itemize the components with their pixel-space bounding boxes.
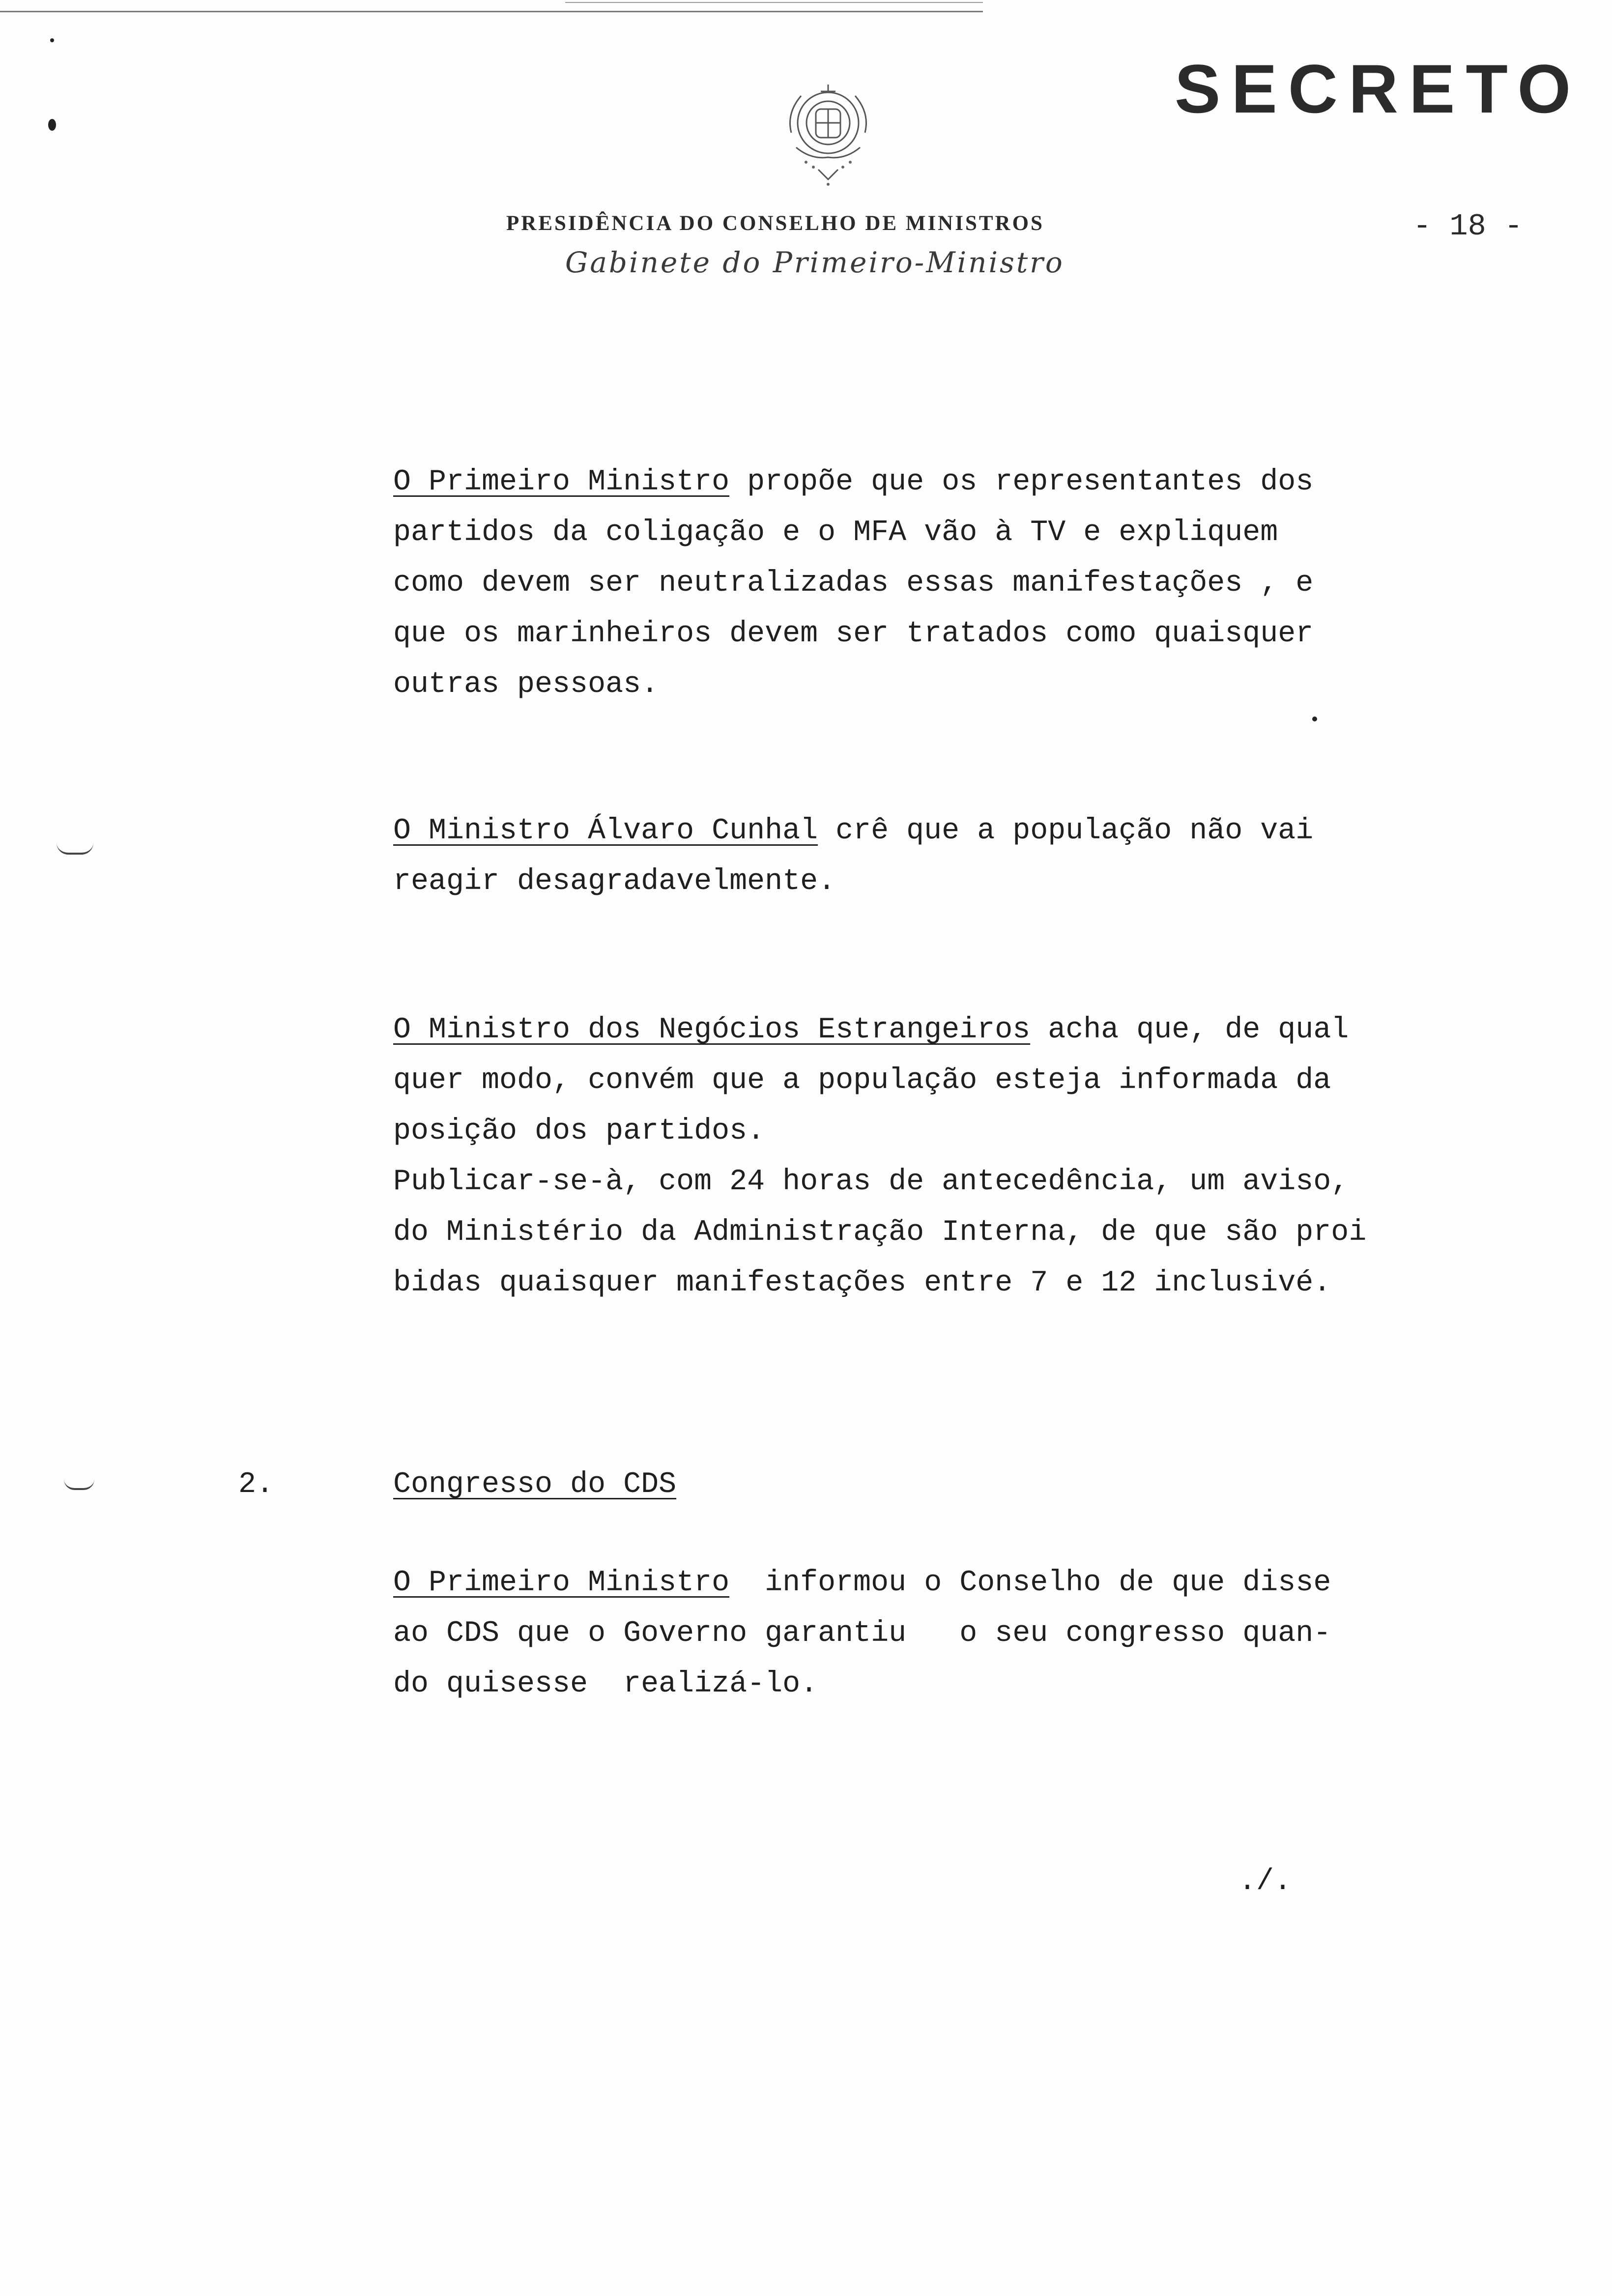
- scan-speck: [48, 119, 56, 131]
- paragraph-line: quer modo, convém que a população esteja informada da: [393, 1064, 1331, 1097]
- paragraph-line: outras pessoas.: [393, 668, 659, 701]
- speaker-name: O Ministro Álvaro Cunhal: [393, 814, 818, 848]
- paragraph-line: reagir desagradavelmente.: [393, 865, 836, 898]
- paragraph-line: partidos da coligação e o MFA vão à TV e expliquem: [393, 516, 1278, 549]
- classification-stamp: SECRETO: [1175, 50, 1582, 127]
- paragraph-text: informou o Conselho de que disse: [729, 1566, 1331, 1600]
- scan-edge-line-secondary: [565, 2, 983, 3]
- margin-mark: [57, 843, 93, 855]
- cabinet-subheading: Gabinete do Primeiro-Ministro: [565, 246, 1065, 279]
- paragraph-4: [393, 1558, 1331, 1710]
- speaker-name: O Ministro dos Negócios Estrangeiros: [393, 1013, 1031, 1047]
- paragraph-line: posição dos partidos.: [393, 1115, 765, 1148]
- paragraph-text: propõe que os representantes dos: [729, 465, 1314, 499]
- paragraph-line: que os marinheiros devem ser tratados como quaisquer: [393, 617, 1314, 651]
- paragraph-text: acha que, de qual: [1030, 1013, 1349, 1047]
- speaker-name: O Primeiro Ministro: [393, 465, 730, 499]
- paragraph-line: do Ministério da Administração Interna, de que são proi: [393, 1216, 1367, 1249]
- organization-heading: PRESIDÊNCIA DO CONSELHO DE MINISTROS: [506, 212, 1044, 235]
- scan-speck: [1312, 717, 1317, 721]
- paragraph-line: do quisesse realizá-lo.: [393, 1667, 818, 1701]
- paragraph-1: [393, 457, 1313, 710]
- continuation-mark: ./.: [1238, 1865, 1292, 1898]
- section-title-text: Congresso do CDS: [393, 1468, 677, 1501]
- paragraph-line: bidas quaisquer manifestações entre 7 e 12 inclusivé.: [393, 1266, 1331, 1300]
- paragraph-line: ao CDS que o Governo garantiu o seu congresso quan-: [393, 1617, 1331, 1650]
- page-number: - 18 -: [1413, 209, 1523, 244]
- paragraph-line: Publicar-se-à, com 24 horas de antecedência, um aviso,: [393, 1165, 1349, 1199]
- section-title: [393, 1460, 676, 1510]
- coat-of-arms-seal-icon: [777, 74, 880, 187]
- margin-mark: [64, 1479, 94, 1490]
- scan-edge-line: [0, 11, 983, 12]
- scan-speck: [50, 38, 54, 42]
- paragraph-line: como devem ser neutralizadas essas manifestações , e: [393, 567, 1314, 600]
- paragraph-text: crê que a população não vai: [818, 814, 1314, 848]
- paragraph-2: [393, 806, 1313, 907]
- speaker-name: O Primeiro Ministro: [393, 1566, 730, 1600]
- section-number: 2.: [238, 1468, 274, 1501]
- paragraph-3: [393, 1005, 1366, 1309]
